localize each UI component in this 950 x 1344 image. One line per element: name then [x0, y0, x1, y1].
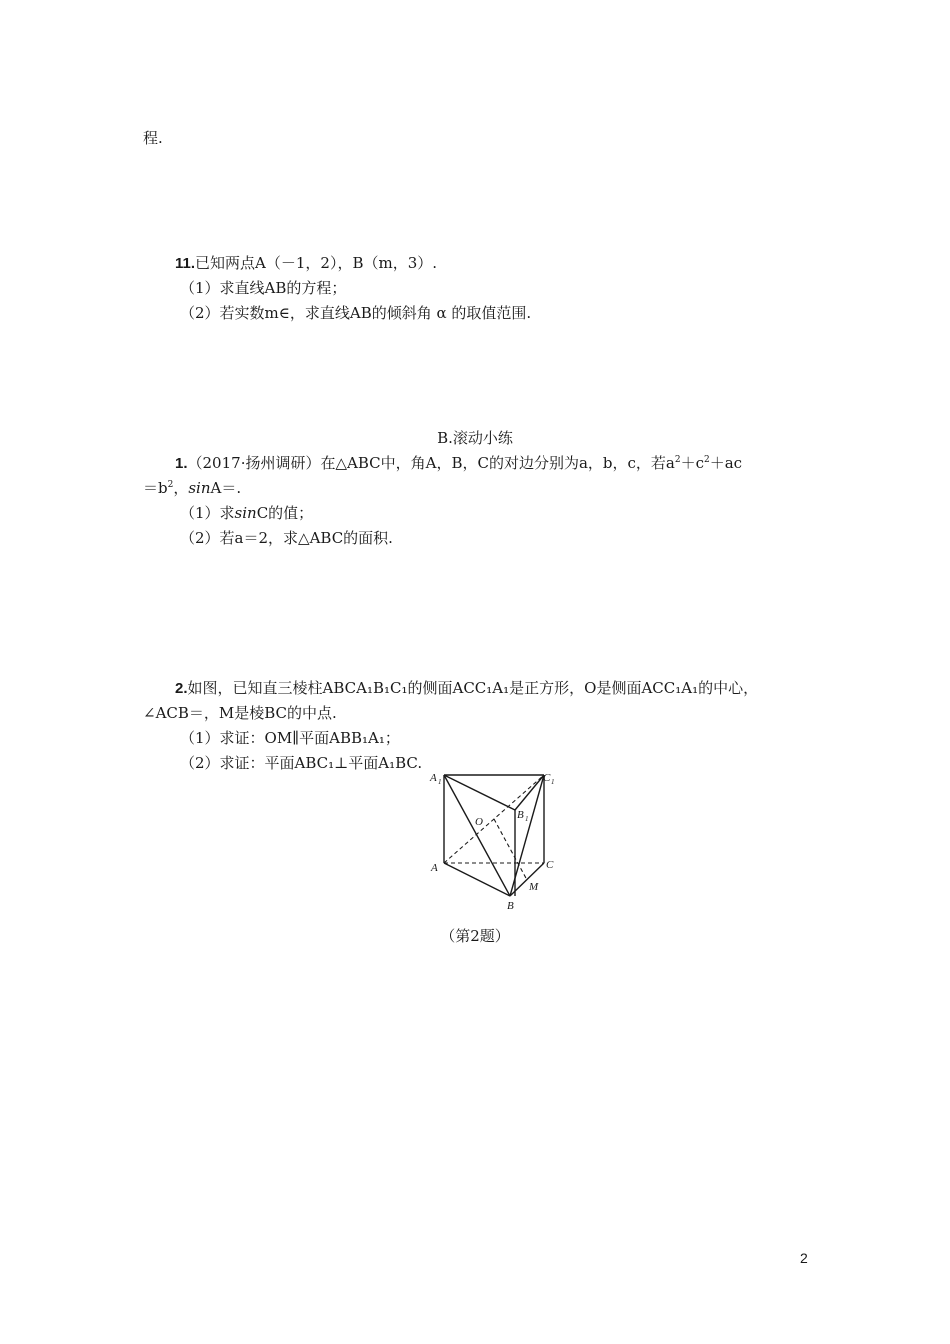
svg-text:1: 1 — [525, 815, 529, 823]
label-o: O — [475, 816, 483, 828]
figure-caption: （第2题） — [440, 927, 510, 945]
fragment-text: 程. — [143, 129, 163, 147]
page-number: 2 — [800, 1250, 808, 1266]
question-number: 1. — [175, 455, 188, 472]
svg-text:1: 1 — [438, 778, 442, 786]
question-part-2: （2）若a＝2，求△ABC的面积. — [180, 529, 393, 547]
svg-text:1: 1 — [551, 778, 555, 786]
label-a1: A — [430, 772, 437, 784]
label-a: A — [431, 862, 438, 874]
label-b1: B — [517, 809, 524, 821]
question-stem: 如图，已知直三棱柱ABCA₁B₁C₁的侧面ACC₁A₁是正方形，O是侧面ACC₁A₁的中心， — [187, 679, 759, 697]
label-c: C — [546, 859, 554, 871]
question-part-1: （1）求证：OM∥平面ABB₁A₁； — [180, 729, 400, 747]
question-stem: 已知两点A（－1，2），B（m，3）. — [195, 254, 438, 272]
question-part-2: （2）若实数m∈，求直线AB的倾斜角 α 的取值范围. — [180, 304, 532, 322]
label-m: M — [529, 881, 539, 893]
question-part-1: （1）求sinC的值； — [180, 504, 314, 522]
label-b: B — [507, 900, 514, 912]
prism-figure — [425, 768, 565, 913]
label-c1: C — [543, 772, 551, 784]
question-part-1: （1）求直线AB的方程； — [180, 279, 347, 297]
question-number: 11. — [175, 255, 196, 272]
section-title: B.滚动小练 — [437, 429, 513, 447]
question-number: 2. — [175, 680, 188, 697]
question-part-2: （2）求证：平面ABC₁⊥平面A₁BC. — [180, 754, 423, 772]
